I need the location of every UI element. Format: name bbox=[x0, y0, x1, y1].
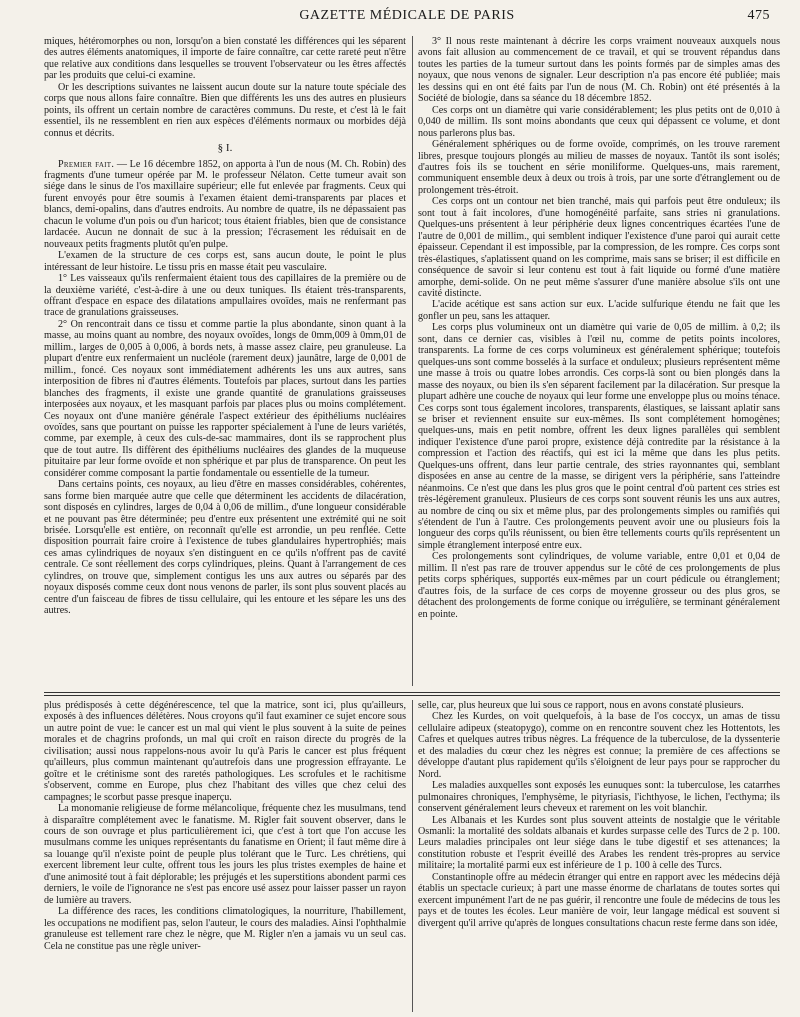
paragraph: La différence des races, les conditions climatologiques, la nourriture, l'habillement, les occupations ne modifient pas, selon l'auteur, le cours des maladies. Ainsi l'ophthalmie granuleuse est tellement rare chez le nègre, que M. Rigler n'en a jamais vu un seul cas. Cela ne constitue pas une règle univer- bbox=[44, 906, 406, 952]
paragraph: Les Albanais et les Kurdes sont plus souvent atteints de nostalgie que le véritable Osmanli: la mortalité des soldats albanais et kurdes surpasse celle des Turcs de 2 p. 100. Leurs maladies principales ont leur siége dans le tube digestif et ses attenances; la constitution robuste et l'esprit éveillé des Arabes les rendent très-propres au service militaire; la mortalité parmi eux est inférieure de 1 p. 100 à celle des Turcs. bbox=[418, 814, 780, 872]
paragraph: Les maladies auxquelles sont exposés les eunuques sont: la tuberculose, les catarrhes pulmonaires chroniques, l'emphysème, le pityriasis, l'ichthyose, le lichen, l'ecthyma; ils conservent généralement leurs cheveux et rarement on les voit blanchir. bbox=[418, 780, 780, 815]
feuilleton-column-right bbox=[418, 700, 780, 1012]
paragraph: Ces corps ont un diamètre qui varie considérablement; les plus petits ont de 0,010 à 0,040 de millim. Ils sont moins abondants que ceux qui dépassent ce volume, et dont nous parlerons plus bas. bbox=[418, 104, 780, 139]
paragraph-lead: Premier fait. bbox=[58, 158, 115, 170]
page-number: 475 bbox=[747, 8, 770, 23]
section-divider bbox=[44, 692, 780, 696]
column-divider bbox=[412, 36, 413, 686]
paragraph: La monomanie religieuse de forme mélancolique, fréquente chez les musulmans, tend à disparaître complétement avec le fanatisme. M. Rigler fait souvent observer, dans le cours de son ouvrage et plus particulièrement ici, que c'est à tort que l'on accuse les musulmans comme les uniques représentants du fanatisme en Orient; il faut même dire à sa louange qu'il n'existe point de peuple plus tolérant que le Turc. Les chrétiens, qui exercent librement leur culte, offrent tous les jours les plus tristes exemples de haine et d'une animosité tout à fait déplorable; les préjugés et les superstitions abondent parmi ces derniers, le voile de l'ignorance ne s'est pas encore usé assez pour laisser passer un rayon de lumière au travers. bbox=[44, 803, 406, 906]
paragraph: 3° Il nous reste maintenant à décrire les corps vraiment nouveaux auxquels nous avons fait allusion au commencement de ce travail, et qui se trouvent répandus dans toutes les parties de la tumeur surtout dans les points formés par de simples amas des noyaux, que nous venons de signaler. Leur description n'a pas encore été publiée; mais les dessins qui en ont été faits par l'un de nous (M. Ch. Robin) ont été présentés à la Société de biologie, dans sa séance du 18 décembre 1852. bbox=[418, 36, 780, 105]
paragraph: Constantinople offre au médecin étranger qui entre en rapport avec les médecins déjà établis un spectacle curieux; à part une masse énorme de charlatans de toutes sortes qui exercent impunément l'art de ne pas guérir, il rencontre une foule de médecins de tous les pays et de toutes les écoles. Leur manière de voir, leur langage médical est souvent si divergent qu'il arrive qu'après de longues consultations chacun reste ferme dans son idée, bbox=[418, 871, 780, 929]
paragraph: Les corps plus volumineux ont un diamètre qui varie de 0,05 de millim. à 0,2; ils sont, dans ce dernier cas, visibles à l'œil nu, comme de petits points incolores, transparents. La forme de ces corps volumineux est généralement sphérique; toutefois quelques-uns sont comme bosselés à la surface et onduleux; plusieurs représentent même une masse à trois ou quatre lobes arrondis. Ces corps-là sont ou bien plongés dans la masse des noyaux, ou bien ils s'en séparent facilement par la dilacération. Sur presque la plupart adhère une couche de noyaux qui leur forme une enveloppe plus ou moins ténace. Ces corps sont tous également incolores, transparents, élastiques, se laissant aplatir sans se briser et reviennent ensuite sur eux-mêmes. Ils sont complétement homogènes; quelques-uns, mais en petit nombre, offrent les deux lignes parallèles qui semblent indiquer l'existence d'une paroi propre, existence déjà contredite par la résistance à la compression et l'action des réactifs, qui est ici la même que dans les plus petits. Quelques-uns offrent, dans leur partie centrale, des stries rayonnantes qui, semblant disposées en anse au centre de la masse, se dirigent vers la périphérie, sans l'atteindre néanmoins. Ce n'est que dans les plus gros que le point central d'où partent ces stries est très-légèrement granuleux. Plusieurs de ces corps sont souvent réunis les uns aux autres, au nombre de cinq ou six et même plus, par des prolongements simples ou ramifiés qui s'étendent de l'un à l'autre. Ces prolongements peuvent avoir une ou plusieurs fois la longueur des corps qu'ils réunissent, ou bien être tellements courts qu'ils représentent un simple étranglement interposé entre eux. bbox=[418, 322, 780, 551]
article-column-left bbox=[44, 36, 406, 686]
section-heading: § I. bbox=[217, 142, 233, 155]
feuilleton-column-left bbox=[44, 700, 406, 1012]
article-column-right bbox=[418, 36, 780, 686]
journal-title: GAZETTE MÉDICALE DE PARIS bbox=[299, 8, 515, 23]
paragraph: 2° On rencontrait dans ce tissu et comme partie la plus abondante, sinon quant à la masse, au moins quant au nombre, des noyaux ovoïdes, longs de 0mm,009 à 0mm,01 de millim., larges de 0,005 à 0,006, à bords nets, à masse assez claire, peu granuleuse. La plupart d'entre eux renfermaient un nucléole (rarement deux) jaunâtre, large de 0,001 de millim., foncé. Ces noyaux sont immédiatement adhérents les uns aux autres, sans interposition de fibres ni d'autres éléments. Toutefois par places, surtout dans les parties blanches des fragments, il existe une grande quantité de granulations graisseuses interposées aux noyaux, et les masquant parfois par places plus ou moins complétement. Ces noyaux ont d'une manière générale l'aspect extérieur des épithéliums nucléaires ovoïdes, sans que pourtant on puisse les rapporter spécialement à l'une de leurs variétés, comme, par exemple, à ceux des culs-de-sac mammaires, dont ils se rapprochent plus que de tout autre. Ils diffèrent des épithéliums nucléaires des glandes de la muqueuse pituitaire par leur forme ovoïde et non sphérique et par plus de transparence. On peut les considérer comme composant la partie fondamentale ou essentielle de la tumeur. bbox=[44, 318, 406, 479]
paragraph-text: — Le 16 décembre 1852, on apporta à l'un de nous (M. Ch. Robin) des fragments d'une tumeur opérée par M. le professeur Nélaton. Cette tumeur avait son siége dans le sinus de l'os maxillaire supérieur; elle fut enlevée par fragments. Ceux qui furent envoyés pour être soumis à l'examen étaient demi-transparents par places et blancs, demi-opalins, dans d'autres endroits. Au nombre de quatre, ils ne dépassaient pas chacun le volume d'un pois ou d'un haricot; tous étaient friables, bien que de consistance lardacée. Aucun ne donnait de suc à la pression; l'écrasement les réduisait en de nouveaux petits fragments plutôt qu'en pulpe. bbox=[44, 158, 406, 250]
paragraph: Chez les Kurdes, on voit quelquefois, à la base de l'os coccyx, un amas de tissu cellulaire adipeux (steatopygo), comme on en rencontre souvent chez les Hottentots, les Cafres et quelques autres tribus nègres. La fréquence de la tuberculose, de la dyssenterie et des maladies du cœur chez les nègres est connue; la première de ces affections se développe d'autant plus rapidement qu'ils s'éloignent de leur pays pour se rapprocher du Nord. bbox=[418, 711, 780, 780]
paragraph: plus prédisposés à cette dégénérescence, tel que la matrice, sont ici, plus qu'ailleurs, exposés à des influences délétères. Nous croyons qu'il faut examiner ce sujet encore sous un autre point de vue: le cancer est un mal qui vient le plus souvent à la suite de peines morales et de chagrins profonds, un mal qui croît en raison directe du progrès de la civilisation; aussi nous rappelons-nous avoir lu qu'à Paris le cancer est plus fréquent qu'ailleurs, plus commun maintenant qu'autrefois dans une progression effrayante. Le goître et le crétinisme sont des raretés pathologiques. Les scrofules et le rachitisme s'observent, comme en Europe, plus chez l'habitant des villes que chez celui des campagnes; le scorbut passe presque inaperçu. bbox=[44, 700, 406, 803]
paragraph: 1° Les vaisseaux qu'ils renfermaient étaient tous des capillaires de la première ou de la deuxième variété, c'est-à-dire à une ou deux tuniques. Ils étaient très-transparents, offrant d'espace en espace des dilatations ampullaires ovoïdes, mais ne renfermant pas trace de granulations graisseuses. bbox=[44, 273, 406, 319]
paragraph: Ces corps ont un contour net bien tranché, mais qui parfois peut être onduleux; ils sont tout à fait incolores, d'une homogénéité parfaite, sans stries ni granulations. Quelques-uns présentent à leur périphérie deux lignes concentriques écartées l'une de l'autre de 0,001 de millim., qui semblent indiquer l'existence d'une paroi qui aurait cette épaisseur. Cependant il est impossible, par la compression, de les rompre. Ces corps sont très-élastiques, s'aplatissent quand on les comprime, mais sans se briser; il est difficile en conséquence de savoir si leur contenu est tout à fait liquide ou formé d'une matière amorphe, demi-solide. On ne peut même s'assurer d'une manière absolue s'ils ont une cavité distincte. bbox=[418, 196, 780, 299]
paragraph bbox=[44, 159, 406, 251]
paragraph: miques, hétéromorphes ou non, lorsqu'on a bien constaté les différences qui les séparent des autres éléments anatomiques, il importe de faire connaître, car cette rareté peut n'être que relative aux conditions dans lesquelles se trouvent l'observateur ou les êtres affectés par les produits que celui-ci examine. bbox=[44, 36, 406, 82]
paragraph: Ces prolongements sont cylindriques, de volume variable, entre 0,01 et 0,04 de millim. Il n'est pas rare de trouver appendus sur le côté de ces prolongements de plus petits corps sphériques, supportés eux-mêmes par un court pédicule ou étranglement; d'autres fois, de la surface de ces corps de moyenne grosseur ou des plus gros, se détachent des prolongements de forme conique ou irrégulière, se terminant généralement en pointe. bbox=[418, 551, 780, 620]
page-header bbox=[44, 8, 770, 26]
paragraph: Généralement sphériques ou de forme ovoïde, comprimés, on les trouve rarement libres, presque toujours plongés au milieu de masses de noyaux. Tantôt ils sont isolés; d'autres fois ils se touchent en série moniliforme. Quelques-uns, mais rarement, communiquent ensemble deux à deux ou trois à trois, par une sorte d'étranglement ou de prolongement très-étroit. bbox=[418, 139, 780, 196]
paragraph: selle, car, plus heureux que lui sous ce rapport, nous en avons constaté plusieurs. bbox=[418, 700, 744, 711]
paragraph: Or les descriptions suivantes ne laissent aucun doute sur la nature toute spéciale des corps que nous allons faire connaître. Bien que différents les uns des autres en plusieurs points, ils offrent un certain nombre de caractères communs. Du reste, et c'est là le fait essentiel, ils ne ressemblent en rien aux espèces d'éléments normaux ou morbides déjà connus et décrits. bbox=[44, 81, 406, 139]
paragraph: L'examen de la structure de ces corps est, sans aucun doute, le point le plus intéressant de leur histoire. Le tissu pris en masse était peu vasculaire. bbox=[44, 250, 406, 273]
paragraph: L'acide acétique est sans action sur eux. L'acide sulfurique étendu ne fait que les gonfler un peu, sans les attaquer. bbox=[418, 299, 780, 322]
column-divider bbox=[412, 700, 413, 1012]
paragraph: Dans certains points, ces noyaux, au lieu d'être en masses considérables, cohérentes, sans forme bien marquée autre que celle que déterminent les accidents de dilacération, sont disposés en cylindres, larges de 0,04 à 0,06 de millim., d'une longueur considérable et ne pouvant pas être déterminée; peu d'entre eux présentent une extrémité qui ne soit brisée. Lorsqu'elle est entière, on reconnaît qu'elle est arrondie, un peu renflée. Cette disposition pourrait faire croire à l'existence de tubes glandulaires hypertrophiés; mais ces amas cylindriques de noyaux s'en distinguent en ce qu'ils n'offrent pas de cavité centrale. Ce sont réellement des corps cylindriques, pleins. Quant à l'arrangement de ces cylindres, on trouve que, simplement contigus les uns aux autres ou séparés par des noyaux disposés comme ceux dont nous venons de parler, ils sont plus souvent placés au centre d'un faisceau de fibres de tissu cellulaire, qui les entoure et les sépare les uns des autres. bbox=[44, 479, 406, 617]
